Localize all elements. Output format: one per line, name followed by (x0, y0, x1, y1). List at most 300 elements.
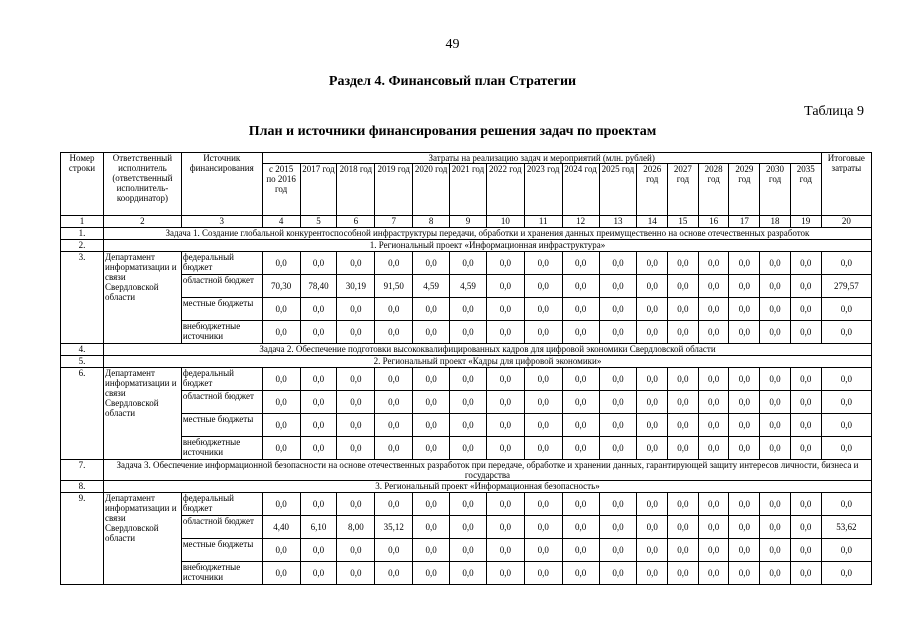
cost-value: 0,0 (599, 252, 637, 275)
cost-value: 0,0 (486, 516, 524, 539)
funding-row (61, 562, 872, 585)
cost-value: 0,0 (413, 493, 450, 516)
cost-value: 0,0 (668, 414, 699, 437)
total-value: 0,0 (821, 414, 871, 437)
cost-value: 0,0 (668, 516, 699, 539)
cost-value: 0,0 (337, 437, 375, 460)
cost-value: 4,59 (450, 275, 487, 298)
funding-row (61, 275, 872, 298)
funding-source: внебюджетные источники (181, 562, 262, 585)
cost-value: 0,0 (668, 539, 699, 562)
cost-value: 0,0 (450, 437, 487, 460)
cost-value: 30,19 (337, 275, 375, 298)
column-number: 6 (337, 216, 375, 228)
cost-value: 0,0 (760, 321, 791, 344)
cost-value: 0,0 (486, 437, 524, 460)
cost-value: 0,0 (486, 252, 524, 275)
cost-value: 0,0 (790, 437, 821, 460)
total-value: 279,57 (821, 275, 871, 298)
header-year: 2028 год (698, 164, 729, 216)
cost-value: 0,0 (637, 539, 668, 562)
cost-value: 0,0 (450, 493, 487, 516)
cost-value: 0,0 (375, 414, 413, 437)
cost-value: 0,0 (300, 562, 337, 585)
cost-value: 0,0 (760, 368, 791, 391)
header-year: 2029 год (729, 164, 760, 216)
header-year: 2027 год (668, 164, 699, 216)
cost-value: 0,0 (486, 368, 524, 391)
cost-value: 0,0 (668, 252, 699, 275)
header-year: 2019 год (375, 164, 413, 216)
header-year: 2018 год (337, 164, 375, 216)
funding-row (61, 437, 872, 460)
cost-value: 0,0 (300, 437, 337, 460)
project-row (61, 481, 872, 493)
cost-value: 0,0 (760, 414, 791, 437)
funding-source: областной бюджет (181, 516, 262, 539)
cost-value: 0,0 (337, 539, 375, 562)
cost-value: 0,0 (637, 298, 668, 321)
cost-value: 0,0 (524, 516, 562, 539)
cost-value: 0,0 (698, 368, 729, 391)
cost-value: 0,0 (262, 539, 300, 562)
total-value: 0,0 (821, 321, 871, 344)
cost-value: 4,40 (262, 516, 300, 539)
funding-row-number: 3. (61, 252, 104, 344)
cost-value: 0,0 (262, 298, 300, 321)
cost-value: 0,0 (450, 414, 487, 437)
cost-value: 0,0 (375, 252, 413, 275)
cost-value: 0,0 (760, 298, 791, 321)
cost-value: 0,0 (300, 252, 337, 275)
cost-value: 0,0 (337, 321, 375, 344)
cost-value: 0,0 (698, 252, 729, 275)
cost-value: 0,0 (450, 298, 487, 321)
cost-value: 0,0 (790, 275, 821, 298)
cost-value: 0,0 (486, 493, 524, 516)
cost-value: 0,0 (599, 275, 637, 298)
cost-value: 70,30 (262, 275, 300, 298)
cost-value: 0,0 (637, 414, 668, 437)
cost-value: 6,10 (300, 516, 337, 539)
funding-row (61, 298, 872, 321)
cost-value: 0,0 (668, 391, 699, 414)
cost-value: 0,0 (450, 516, 487, 539)
cost-value: 0,0 (450, 368, 487, 391)
cost-value: 0,0 (668, 562, 699, 585)
cost-value: 0,0 (698, 275, 729, 298)
cost-value: 0,0 (790, 368, 821, 391)
funding-source: внебюджетные источники (181, 437, 262, 460)
column-number: 5 (300, 216, 337, 228)
header-year: с 2015 по 2016 год (262, 164, 300, 216)
column-number: 19 (790, 216, 821, 228)
cost-value: 0,0 (790, 414, 821, 437)
cost-value: 0,0 (413, 298, 450, 321)
funding-source: местные бюджеты (181, 414, 262, 437)
cost-value: 0,0 (486, 414, 524, 437)
cost-value: 0,0 (790, 391, 821, 414)
funding-row-number: 9. (61, 493, 104, 585)
cost-value: 0,0 (562, 539, 599, 562)
cost-value: 0,0 (450, 391, 487, 414)
column-number: 16 (698, 216, 729, 228)
cost-value: 0,0 (790, 321, 821, 344)
cost-value: 0,0 (262, 391, 300, 414)
cost-value: 35,12 (375, 516, 413, 539)
task-row-number: 1. (61, 228, 104, 240)
header-year: 2025 год (599, 164, 637, 216)
project-title: 2. Региональный проект «Кадры для цифровой экономики» (104, 356, 872, 368)
cost-value: 0,0 (729, 368, 760, 391)
total-value: 0,0 (821, 437, 871, 460)
cost-value: 0,0 (599, 539, 637, 562)
cost-value: 0,0 (760, 391, 791, 414)
cost-value: 0,0 (562, 562, 599, 585)
header-total: Итоговые затраты (821, 153, 871, 216)
cost-value: 0,0 (300, 391, 337, 414)
cost-value: 0,0 (637, 321, 668, 344)
header-year: 2022 год (486, 164, 524, 216)
cost-value: 0,0 (262, 252, 300, 275)
cost-value: 0,0 (450, 252, 487, 275)
cost-value: 0,0 (562, 493, 599, 516)
header-year: 2021 год (450, 164, 487, 216)
cost-value: 0,0 (262, 368, 300, 391)
cost-value: 0,0 (337, 414, 375, 437)
total-value: 0,0 (821, 252, 871, 275)
column-number: 11 (524, 216, 562, 228)
cost-value: 0,0 (300, 298, 337, 321)
cost-value: 0,0 (486, 321, 524, 344)
cost-value: 0,0 (524, 437, 562, 460)
cost-value: 0,0 (375, 368, 413, 391)
page-number: 49 (445, 37, 460, 52)
cost-value: 0,0 (760, 437, 791, 460)
cost-value: 0,0 (486, 391, 524, 414)
cost-value: 0,0 (599, 391, 637, 414)
cost-value: 0,0 (637, 252, 668, 275)
cost-value: 0,0 (729, 391, 760, 414)
section-title: Раздел 4. Финансовый план Стратегии (328, 74, 577, 89)
cost-value: 0,0 (760, 252, 791, 275)
table-number: Таблица 9 (804, 104, 864, 119)
task-row (61, 460, 872, 481)
column-number: 2 (104, 216, 182, 228)
cost-value: 0,0 (637, 368, 668, 391)
cost-value: 0,0 (599, 298, 637, 321)
funding-source: местные бюджеты (181, 539, 262, 562)
cost-value: 0,0 (486, 275, 524, 298)
cost-value: 0,0 (562, 252, 599, 275)
cost-value: 0,0 (524, 391, 562, 414)
cost-value: 0,0 (337, 391, 375, 414)
cost-value: 0,0 (413, 321, 450, 344)
column-number: 17 (729, 216, 760, 228)
cost-value: 0,0 (413, 414, 450, 437)
cost-value: 0,0 (599, 493, 637, 516)
cost-value: 0,0 (413, 252, 450, 275)
cost-value: 0,0 (413, 562, 450, 585)
cost-value: 0,0 (729, 539, 760, 562)
column-number: 4 (262, 216, 300, 228)
cost-value: 0,0 (729, 414, 760, 437)
cost-value: 0,0 (486, 298, 524, 321)
financial-plan-table (60, 152, 872, 585)
funding-row (61, 252, 872, 275)
funding-source: внебюджетные источники (181, 321, 262, 344)
column-number: 15 (668, 216, 699, 228)
funding-row-number: 6. (61, 368, 104, 460)
cost-value: 0,0 (729, 252, 760, 275)
cost-value: 0,0 (262, 437, 300, 460)
cost-value: 0,0 (337, 298, 375, 321)
cost-value: 4,59 (413, 275, 450, 298)
executor: Департамент информатизации и связи Свердловской области (104, 493, 182, 585)
executor: Департамент информатизации и связи Свердловской области (104, 368, 182, 460)
cost-value: 0,0 (599, 368, 637, 391)
cost-value: 0,0 (450, 321, 487, 344)
cost-value: 0,0 (698, 493, 729, 516)
column-number: 13 (599, 216, 637, 228)
funding-source: федеральный бюджет (181, 493, 262, 516)
cost-value: 0,0 (524, 368, 562, 391)
cost-value: 0,0 (668, 321, 699, 344)
cost-value: 0,0 (262, 414, 300, 437)
cost-value: 0,0 (599, 414, 637, 437)
cost-value: 0,0 (790, 298, 821, 321)
cost-value: 0,0 (760, 275, 791, 298)
cost-value: 0,0 (760, 516, 791, 539)
task-row (61, 228, 872, 240)
cost-value: 0,0 (524, 275, 562, 298)
cost-value: 0,0 (729, 321, 760, 344)
header-year: 2017 год (300, 164, 337, 216)
total-value: 0,0 (821, 368, 871, 391)
project-row-number: 2. (61, 240, 104, 252)
cost-value: 78,40 (300, 275, 337, 298)
cost-value: 0,0 (729, 275, 760, 298)
cost-value: 0,0 (300, 539, 337, 562)
total-value: 0,0 (821, 493, 871, 516)
header-costs: Затраты на реализацию задач и мероприятий (млн. рублей) (262, 153, 821, 164)
funding-source: федеральный бюджет (181, 252, 262, 275)
cost-value: 0,0 (729, 437, 760, 460)
project-title: 1. Региональный проект «Информационная инфраструктура» (104, 240, 872, 252)
cost-value: 0,0 (637, 562, 668, 585)
cost-value: 0,0 (524, 321, 562, 344)
cost-value: 0,0 (698, 437, 729, 460)
cost-value: 0,0 (760, 562, 791, 585)
cost-value: 0,0 (668, 493, 699, 516)
cost-value: 0,0 (562, 321, 599, 344)
project-row (61, 240, 872, 252)
column-number: 9 (450, 216, 487, 228)
funding-row (61, 516, 872, 539)
header-year: 2024 год (562, 164, 599, 216)
cost-value: 0,0 (562, 391, 599, 414)
cost-value: 0,0 (698, 298, 729, 321)
cost-value: 0,0 (375, 539, 413, 562)
cost-value: 0,0 (375, 321, 413, 344)
cost-value: 0,0 (729, 493, 760, 516)
funding-source: федеральный бюджет (181, 368, 262, 391)
cost-value: 0,0 (698, 414, 729, 437)
cost-value: 0,0 (637, 493, 668, 516)
total-value: 53,62 (821, 516, 871, 539)
header-source: Источник финансирования (181, 153, 262, 216)
column-number: 1 (61, 216, 104, 228)
total-value: 0,0 (821, 298, 871, 321)
executor: Департамент информатизации и связи Свердловской области (104, 252, 182, 344)
cost-value: 0,0 (698, 562, 729, 585)
cost-value: 0,0 (760, 493, 791, 516)
task-title: Задача 2. Обеспечение подготовки высококвалифицированных кадров для цифровой экономики Свердловской области (104, 344, 872, 356)
cost-value: 0,0 (562, 275, 599, 298)
cost-value: 0,0 (524, 298, 562, 321)
cost-value: 0,0 (729, 562, 760, 585)
header-year: 2030 год (760, 164, 791, 216)
cost-value: 0,0 (413, 391, 450, 414)
cost-value: 0,0 (337, 562, 375, 585)
header-year: 2023 год (524, 164, 562, 216)
funding-row (61, 539, 872, 562)
cost-value: 0,0 (637, 437, 668, 460)
cost-value: 0,0 (262, 321, 300, 344)
task-row-number: 4. (61, 344, 104, 356)
cost-value: 0,0 (337, 252, 375, 275)
cost-value: 0,0 (413, 539, 450, 562)
cost-value: 0,0 (790, 539, 821, 562)
cost-value: 0,0 (668, 275, 699, 298)
column-number: 7 (375, 216, 413, 228)
funding-row (61, 493, 872, 516)
cost-value: 0,0 (790, 562, 821, 585)
cost-value: 0,0 (524, 493, 562, 516)
cost-value: 8,00 (337, 516, 375, 539)
cost-value: 0,0 (262, 562, 300, 585)
cost-value: 0,0 (637, 516, 668, 539)
column-number: 12 (562, 216, 599, 228)
column-numbers-row (61, 216, 872, 228)
cost-value: 0,0 (790, 516, 821, 539)
cost-value: 0,0 (790, 252, 821, 275)
cost-value: 0,0 (300, 321, 337, 344)
project-row-number: 8. (61, 481, 104, 493)
cost-value: 0,0 (562, 414, 599, 437)
cost-value: 0,0 (760, 539, 791, 562)
task-title: Задача 1. Создание глобальной конкурентоспособной инфраструктуры передачи, обработки и хранения данных преимущественно на основе отечественных разработок (104, 228, 872, 240)
cost-value: 0,0 (524, 562, 562, 585)
cost-value: 0,0 (300, 368, 337, 391)
cost-value: 0,0 (524, 252, 562, 275)
column-number: 14 (637, 216, 668, 228)
table-title: План и источники финансирования решения задач по проектам (248, 124, 657, 139)
column-number: 10 (486, 216, 524, 228)
cost-value: 0,0 (698, 391, 729, 414)
cost-value: 0,0 (637, 391, 668, 414)
task-row-number: 7. (61, 460, 104, 481)
cost-value: 0,0 (698, 321, 729, 344)
funding-row (61, 368, 872, 391)
cost-value: 0,0 (375, 562, 413, 585)
cost-value: 0,0 (562, 298, 599, 321)
cost-value: 0,0 (729, 298, 760, 321)
column-number: 20 (821, 216, 871, 228)
funding-row (61, 391, 872, 414)
cost-value: 0,0 (413, 437, 450, 460)
cost-value: 0,0 (562, 368, 599, 391)
cost-value: 0,0 (668, 368, 699, 391)
cost-value: 0,0 (599, 321, 637, 344)
cost-value: 0,0 (524, 539, 562, 562)
total-value: 0,0 (821, 539, 871, 562)
cost-value: 0,0 (698, 539, 729, 562)
cost-value: 0,0 (729, 516, 760, 539)
cost-value: 0,0 (450, 562, 487, 585)
funding-source: местные бюджеты (181, 298, 262, 321)
column-number: 18 (760, 216, 791, 228)
cost-value: 0,0 (375, 493, 413, 516)
column-number: 3 (181, 216, 262, 228)
cost-value: 0,0 (375, 437, 413, 460)
cost-value: 0,0 (262, 493, 300, 516)
cost-value: 0,0 (698, 516, 729, 539)
cost-value: 0,0 (413, 368, 450, 391)
task-title: Задача 3. Обеспечение информационной безопасности на основе отечественных разработок при передаче, обработке и хранении данных, гарантирующей защиту интересов личности, бизнеса и государства (104, 460, 872, 481)
header-year: 2020 год (413, 164, 450, 216)
total-value: 0,0 (821, 391, 871, 414)
cost-value: 0,0 (599, 516, 637, 539)
cost-value: 0,0 (300, 414, 337, 437)
cost-value: 0,0 (486, 562, 524, 585)
header-year: 2035 год (790, 164, 821, 216)
project-row-number: 5. (61, 356, 104, 368)
cost-value: 0,0 (562, 516, 599, 539)
funding-source: областной бюджет (181, 391, 262, 414)
cost-value: 0,0 (790, 493, 821, 516)
header-year: 2026 год (637, 164, 668, 216)
cost-value: 0,0 (486, 539, 524, 562)
header-row-number: Номер строки (61, 153, 104, 216)
cost-value: 0,0 (599, 562, 637, 585)
cost-value: 91,50 (375, 275, 413, 298)
cost-value: 0,0 (375, 391, 413, 414)
column-number: 8 (413, 216, 450, 228)
funding-row (61, 321, 872, 344)
cost-value: 0,0 (562, 437, 599, 460)
cost-value: 0,0 (599, 437, 637, 460)
cost-value: 0,0 (337, 368, 375, 391)
total-value: 0,0 (821, 562, 871, 585)
cost-value: 0,0 (524, 414, 562, 437)
cost-value: 0,0 (637, 275, 668, 298)
project-row (61, 356, 872, 368)
cost-value: 0,0 (337, 493, 375, 516)
task-row (61, 344, 872, 356)
funding-row (61, 414, 872, 437)
cost-value: 0,0 (375, 298, 413, 321)
header-row-1 (61, 153, 872, 164)
funding-source: областной бюджет (181, 275, 262, 298)
cost-value: 0,0 (668, 298, 699, 321)
project-title: 3. Региональный проект «Информационная безопасность» (104, 481, 872, 493)
cost-value: 0,0 (450, 539, 487, 562)
cost-value: 0,0 (300, 493, 337, 516)
cost-value: 0,0 (668, 437, 699, 460)
cost-value: 0,0 (413, 516, 450, 539)
header-executor: Ответственный исполнитель (ответственный исполнитель-координатор) (104, 153, 182, 216)
